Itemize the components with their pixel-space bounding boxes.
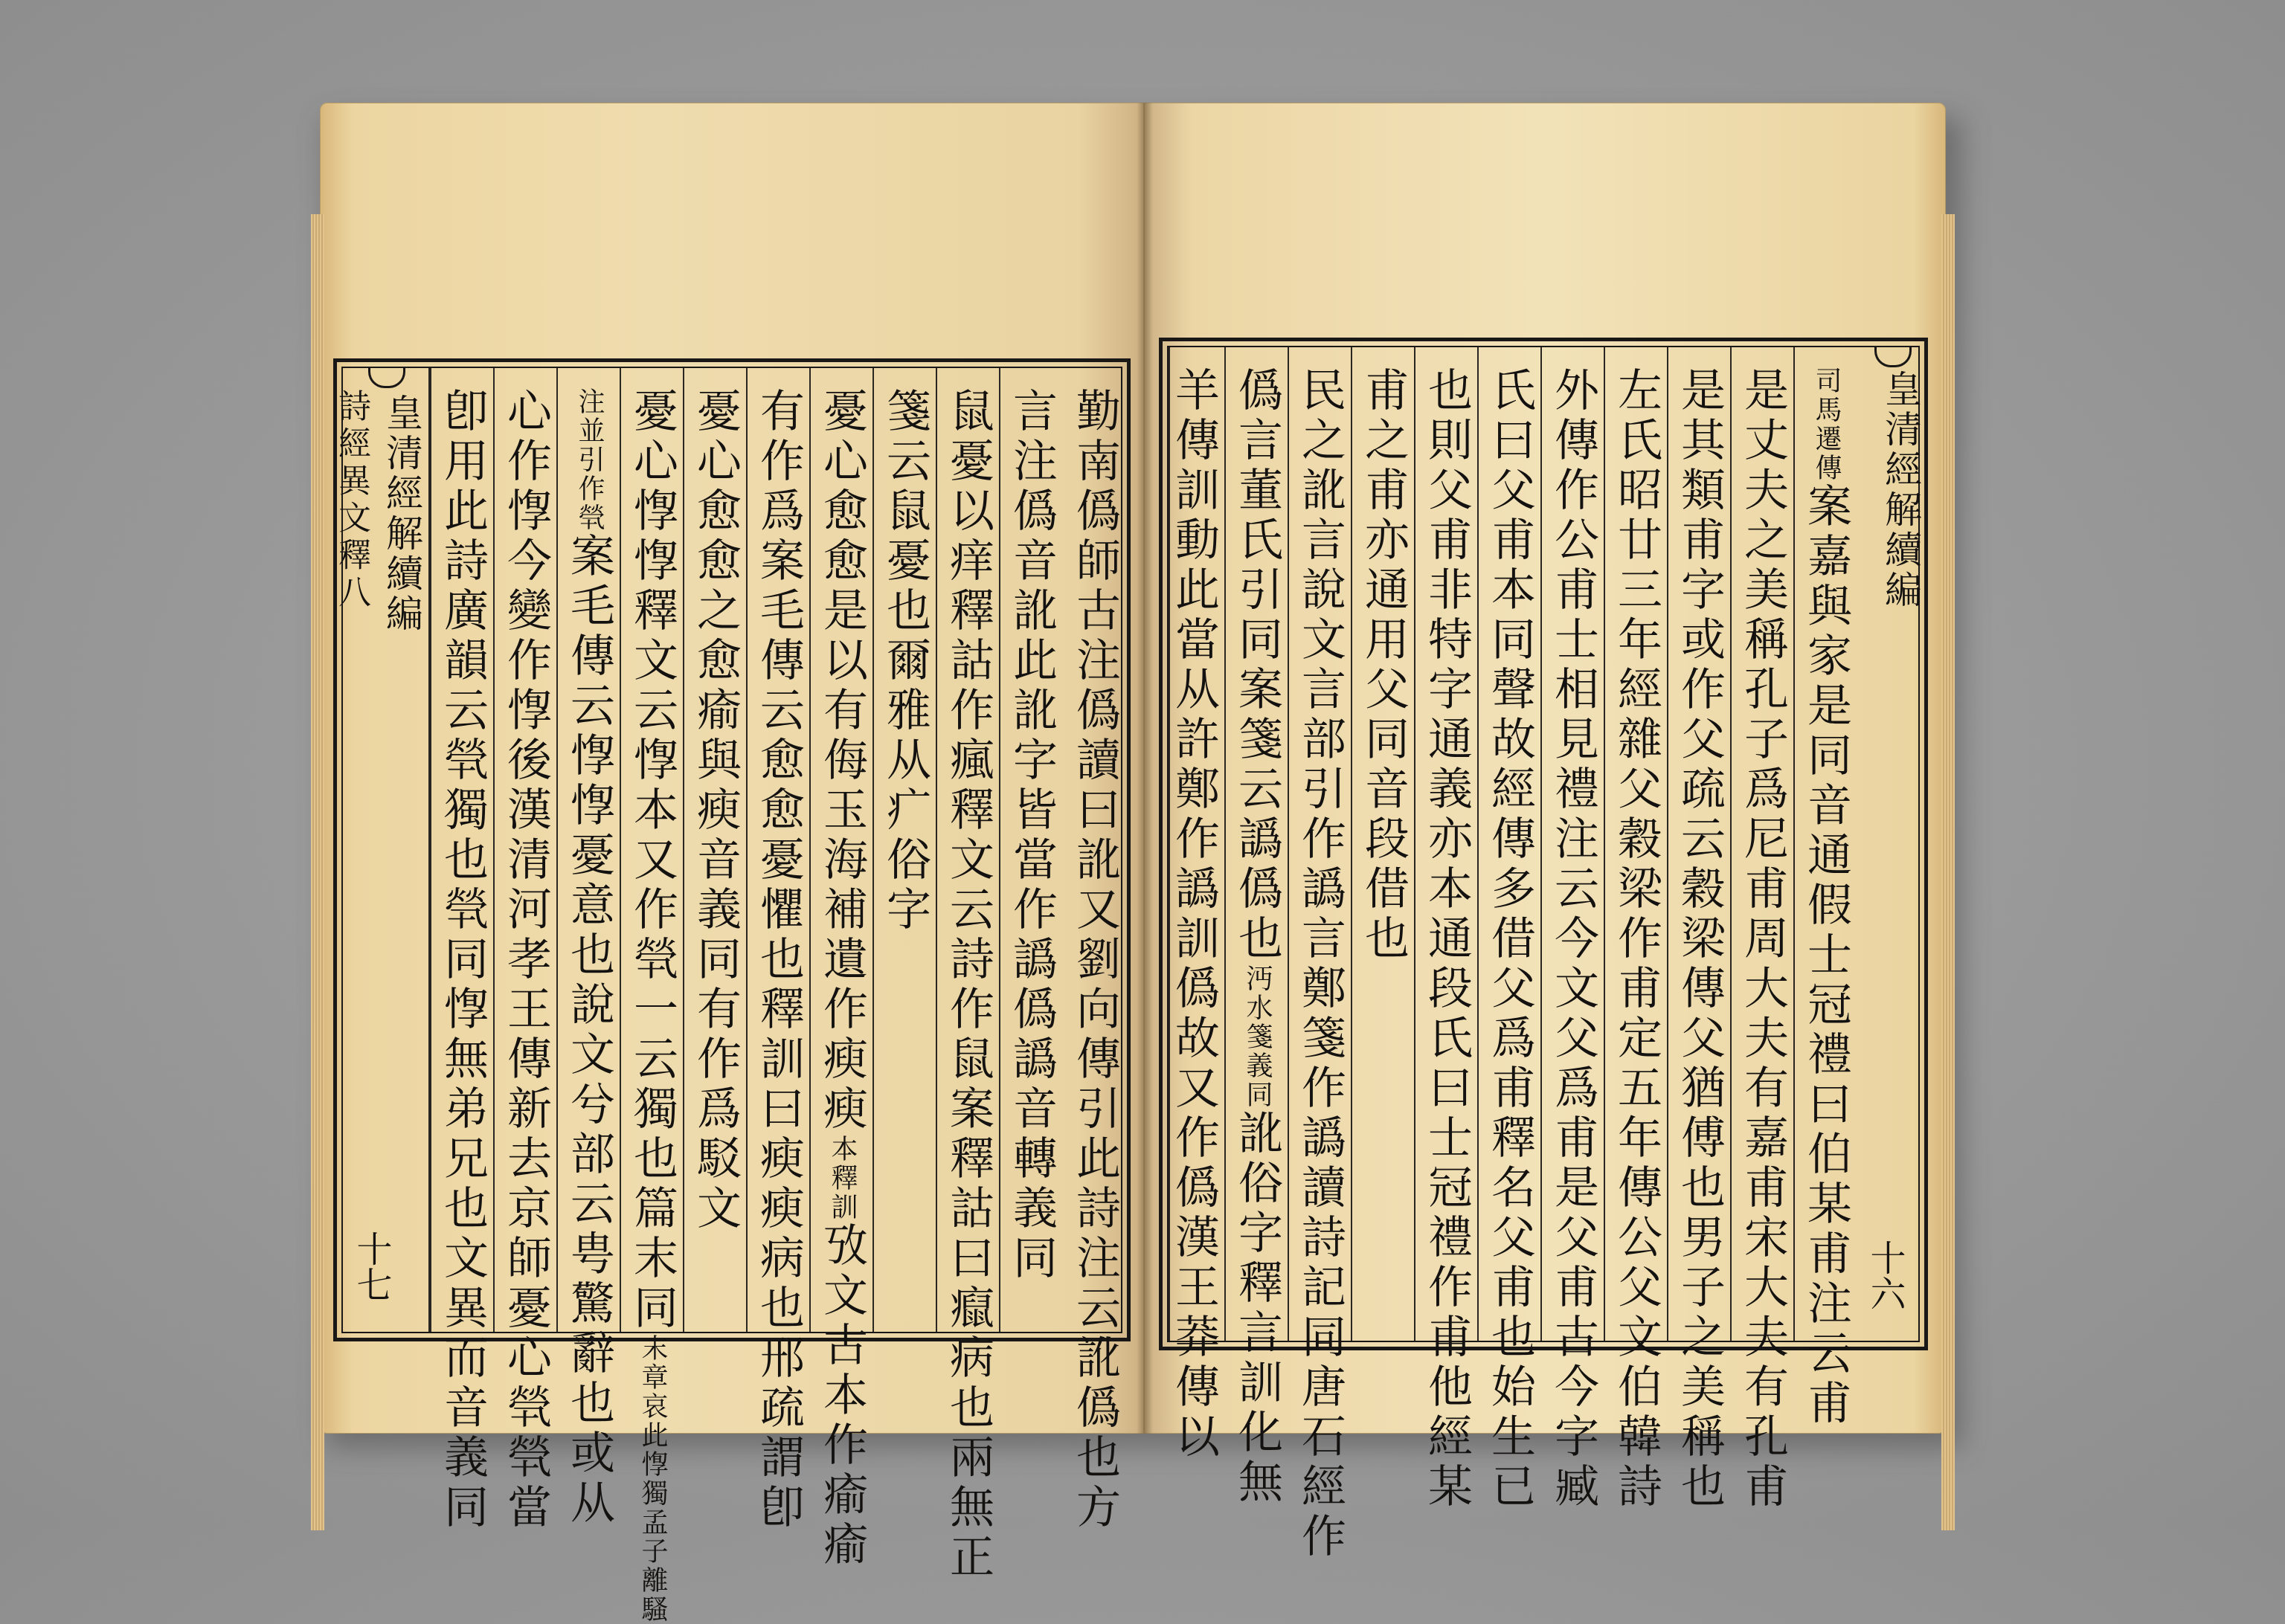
book-gutter bbox=[1137, 103, 1153, 1434]
column-text: 鼠憂以痒釋詁作瘋釋文云詩作鼠案釋詁曰癙病也兩無正 bbox=[942, 387, 994, 1583]
column-note: 司馬遷傳 bbox=[1811, 367, 1842, 483]
page-number: 十七 bbox=[350, 1231, 392, 1302]
column-text: 卽用此詩廣韻云煢獨也煢同惸無弟兄也文異而音義同 bbox=[437, 387, 489, 1533]
column-text: 心作惸今變作惸後漢清河孝王傳新去京師憂心煢煢當 bbox=[500, 387, 552, 1533]
left-banxin bbox=[332, 368, 430, 1332]
column-text: 僞言董氏引同案箋云譌僞也 bbox=[1231, 367, 1283, 964]
column-note: 注並引作煢 bbox=[574, 387, 605, 532]
column-text: 是其類甫字或作父疏云穀梁傳父猶傅也男子之美稱也 bbox=[1674, 367, 1726, 1512]
column-text: 憂心惸惸釋文云惸本又作煢一云獨也篇末同 bbox=[626, 387, 678, 1334]
left-text-frame bbox=[332, 358, 1131, 1624]
left-col-7 bbox=[683, 368, 746, 1332]
column-text-tail: 攷文古本作瘉瘉 bbox=[816, 1222, 868, 1570]
column-text: 有作爲案毛傳云愈愈憂懼也釋訓曰瘐瘐病也邢疏謂卽 bbox=[753, 387, 805, 1533]
fishtail-mark bbox=[368, 368, 405, 388]
column-text: 外傳作公甫士相見禮注云今文父爲甫是父甫古今字臧 bbox=[1547, 367, 1599, 1512]
page-number: 十六 bbox=[1864, 1240, 1906, 1311]
right-col-10 bbox=[1224, 347, 1288, 1508]
left-col-10 bbox=[493, 368, 556, 1533]
column-text: 也則父甫非特字通義亦本通段氏曰士冠禮作甫他經某 bbox=[1421, 367, 1473, 1512]
column-note: 沔水箋義同 bbox=[1242, 964, 1273, 1109]
right-col-4 bbox=[1604, 347, 1667, 1512]
right-col-8 bbox=[1351, 347, 1414, 1341]
column-note: 末章哀此惸獨孟子離騷 bbox=[637, 1334, 668, 1624]
left-col-9 bbox=[556, 368, 620, 1529]
fishtail-mark bbox=[1874, 347, 1912, 367]
banxin-title: 皇清經解續編 bbox=[1879, 370, 1922, 610]
right-frame-inner bbox=[1167, 346, 1922, 1562]
left-col-5 bbox=[809, 368, 872, 1570]
column-text: 案毛傳云惸惸憂意也說文兮部云甹驚辭也或从 bbox=[563, 532, 615, 1529]
column-text: 甫之甫亦通用父同音段借也 bbox=[1357, 367, 1410, 964]
left-col-2 bbox=[999, 368, 1062, 1332]
column-text: 箋云鼠憂也爾雅从疒俗字 bbox=[879, 387, 931, 935]
banxin-chapter: 詩經異文釋八 bbox=[332, 389, 370, 612]
column-text: 言注僞音訛此訛字皆當作譌僞譌音轉義同 bbox=[1006, 387, 1058, 1284]
column-note: 本釋訓 bbox=[827, 1135, 858, 1222]
right-col-7 bbox=[1414, 347, 1477, 1512]
column-text: 氏曰父甫本同聲故經傳多借父爲甫釋名父甫也始生已 bbox=[1484, 367, 1536, 1512]
right-col-6 bbox=[1477, 347, 1540, 1512]
column-text-tail: 訛俗字釋言訓化無 bbox=[1231, 1109, 1283, 1508]
right-col-11 bbox=[1168, 347, 1224, 1463]
column-text: 民之訛言說文言部引作譌言鄭箋作譌讀詩記同唐石經作 bbox=[1294, 367, 1346, 1562]
right-col-2 bbox=[1730, 347, 1793, 1512]
column-text: 羊傳訓動此當从許鄭作譌訓僞故又作僞漢王莽傳以 bbox=[1168, 367, 1220, 1463]
right-col-9 bbox=[1288, 347, 1351, 1562]
column-text: 案嘉與家是同音通假士冠禮曰伯某甫注云甫 bbox=[1800, 483, 1852, 1429]
right-col-3 bbox=[1667, 347, 1730, 1512]
right-page-edge bbox=[1941, 214, 1955, 1530]
column-text: 憂心愈愈是以有侮玉海補遺作瘐瘐 bbox=[816, 387, 868, 1135]
right-text-frame bbox=[1159, 338, 1928, 1562]
left-col-8 bbox=[620, 368, 683, 1624]
column-text: 勤南僞師古注僞讀曰訛又劉向傳引此詩注云訛僞也方 bbox=[1069, 387, 1121, 1533]
banxin-title: 皇清經解續編 bbox=[380, 393, 423, 634]
column-text: 憂心愈愈之愈瘉與瘐音義同有作爲駁文 bbox=[690, 387, 742, 1234]
left-col-4 bbox=[872, 368, 936, 1332]
right-col-5 bbox=[1540, 347, 1604, 1512]
left-col-11 bbox=[430, 368, 493, 1533]
right-banxin bbox=[1857, 347, 1927, 1341]
left-col-6 bbox=[746, 368, 809, 1533]
left-col-3 bbox=[936, 368, 999, 1583]
column-text: 是丈夫之美稱孔子爲尼甫周大夫有嘉甫宋大夫有孔甫 bbox=[1737, 367, 1789, 1512]
column-text: 左氏昭廿三年經雜父穀梁作甫定五年傳公父文伯韓詩 bbox=[1610, 367, 1662, 1512]
left-frame-inner bbox=[332, 367, 1122, 1624]
left-page-edge bbox=[311, 214, 324, 1530]
right-col-1 bbox=[1793, 347, 1857, 1429]
left-col-1 bbox=[1062, 368, 1125, 1533]
